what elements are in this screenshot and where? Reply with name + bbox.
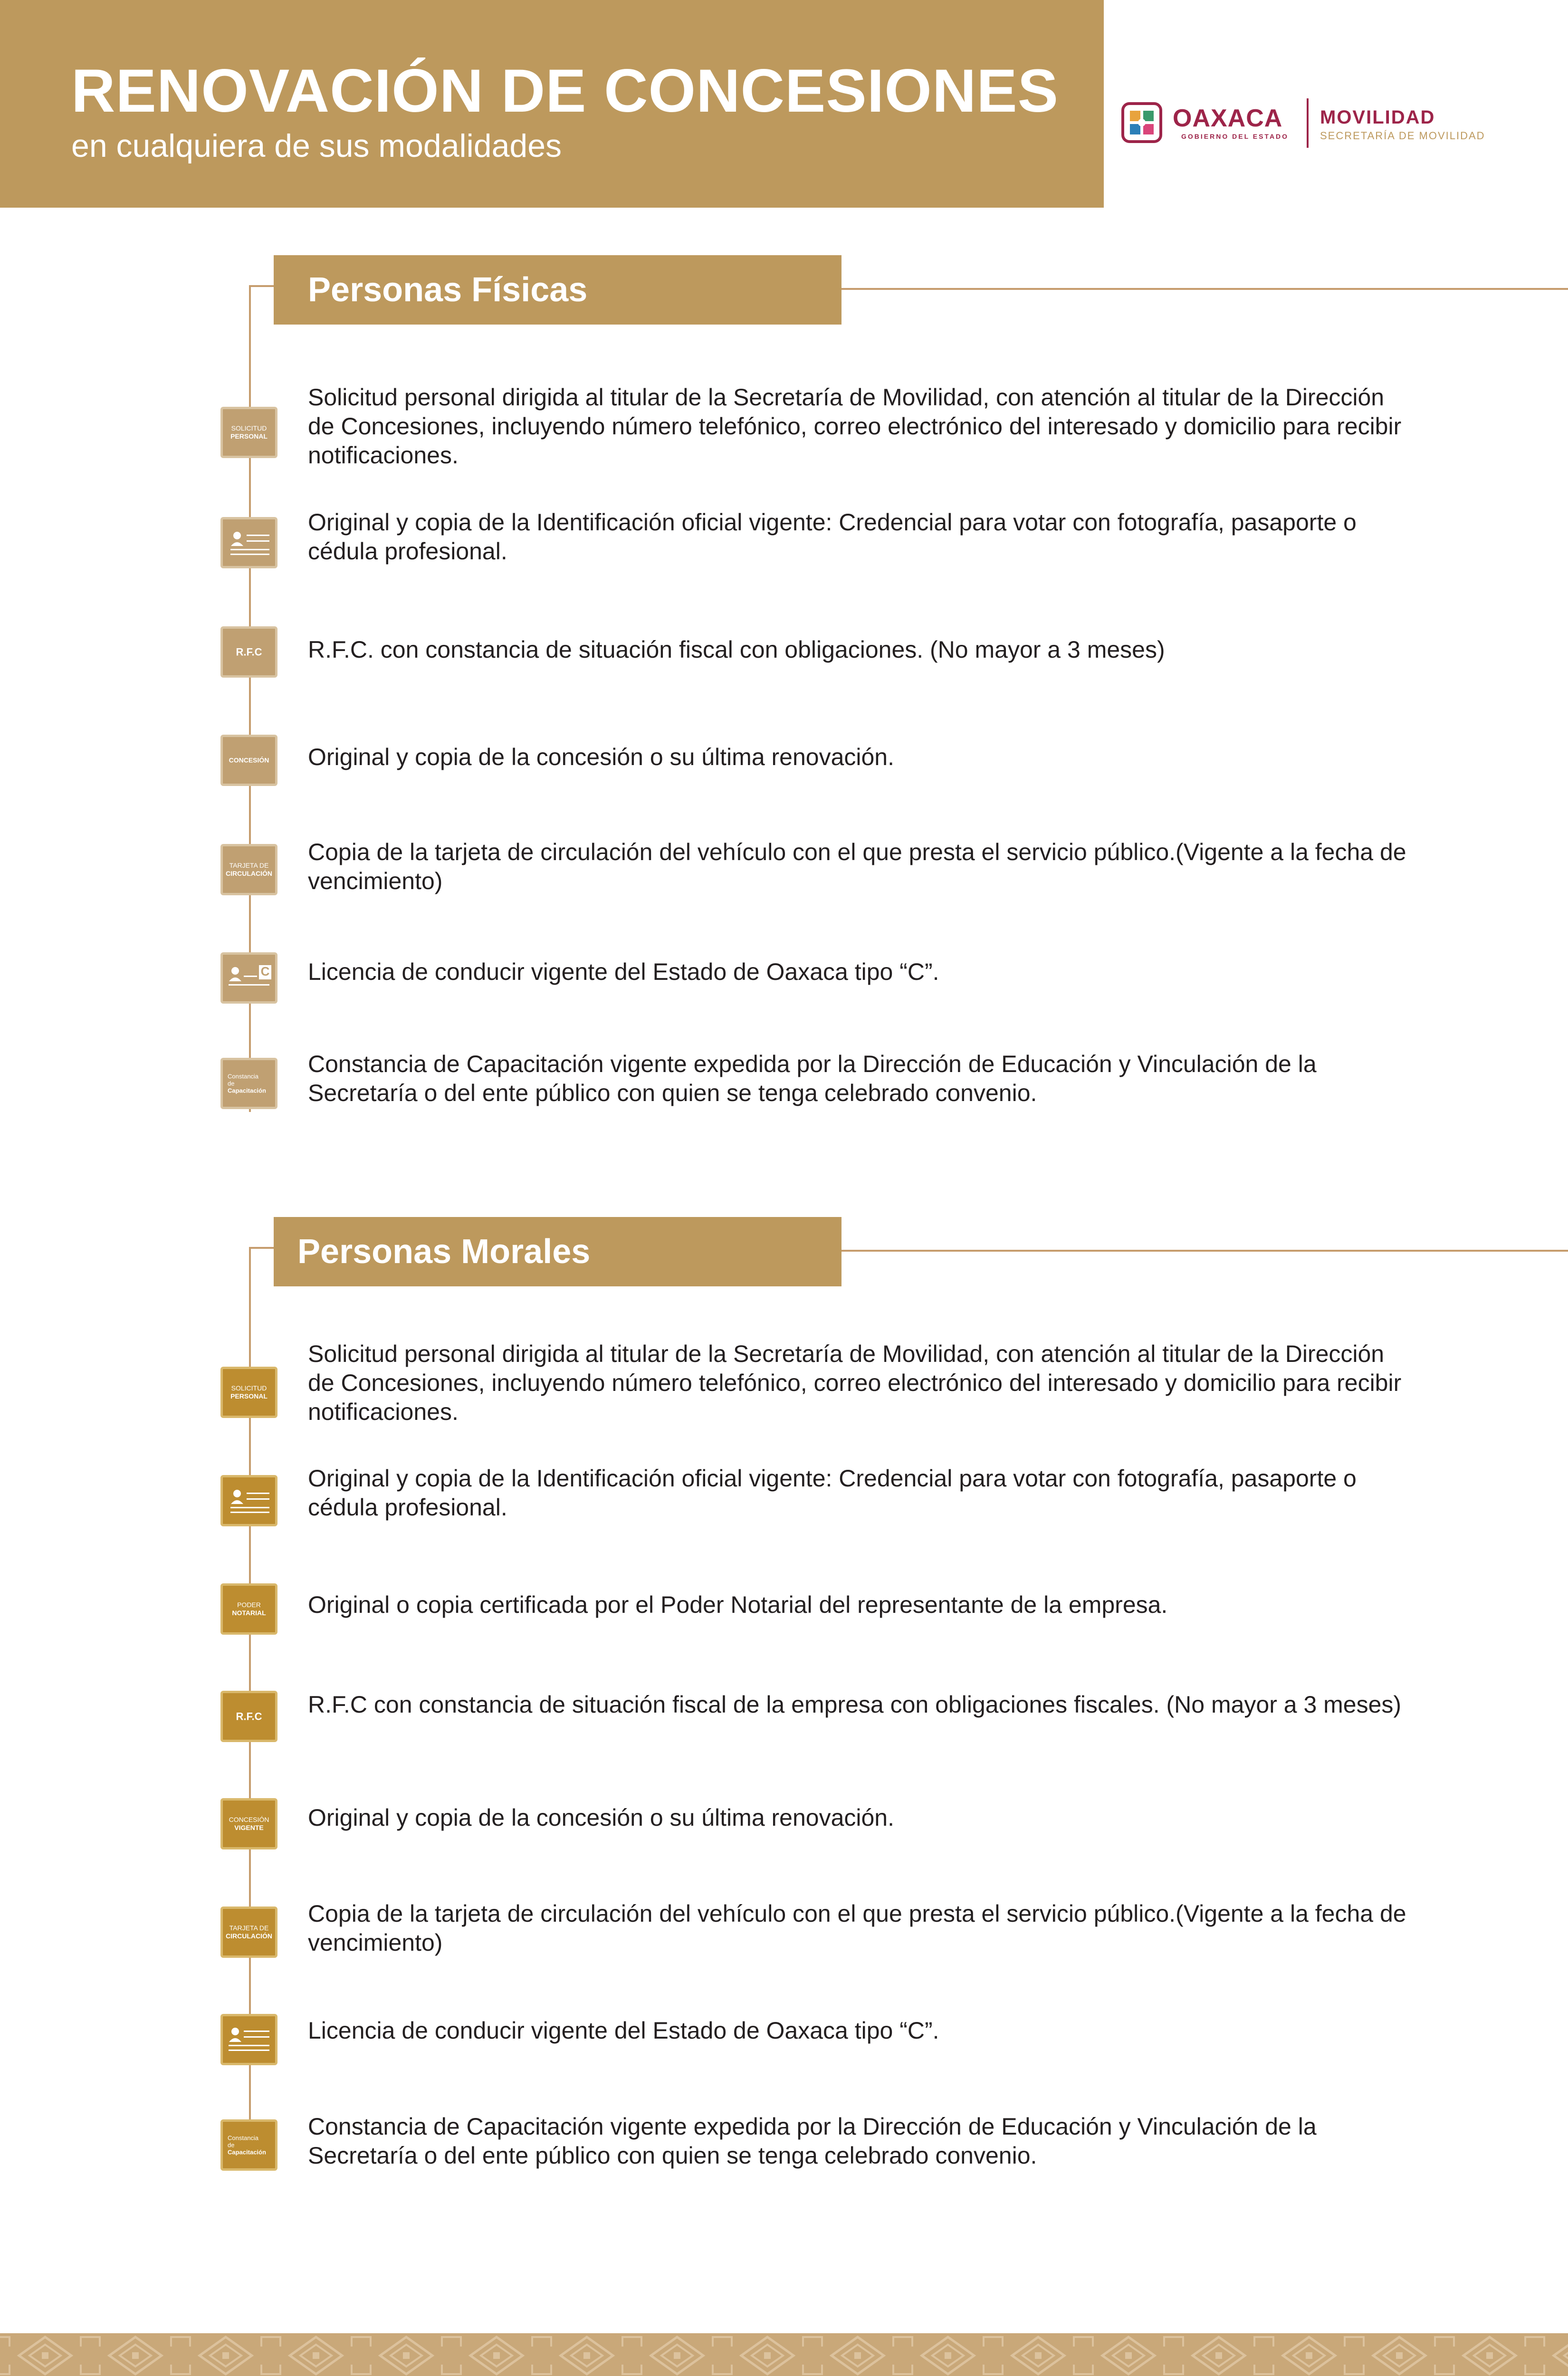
icon-caption: CONCESIÓN	[229, 1816, 269, 1823]
timeline-connector	[249, 285, 274, 287]
icon-caption: de	[228, 2141, 235, 2149]
id-card-icon	[220, 517, 277, 568]
icon-caption: SOLICITUD	[231, 1384, 267, 1392]
circulation-card-icon	[220, 1907, 277, 1958]
document-icon	[220, 407, 277, 458]
circulation-card-icon	[220, 844, 277, 895]
concession-icon	[220, 1798, 277, 1849]
icon-caption: TARJETA DE	[229, 862, 269, 869]
logo-oaxaca-text: OAXACA	[1173, 105, 1283, 132]
id-card-icon	[223, 1477, 275, 1524]
logo-secretaria-text: SECRETARÍA DE MOVILIDAD	[1320, 130, 1485, 142]
footer-pattern	[0, 2333, 1568, 2376]
icon-caption: Capacitación	[228, 2148, 266, 2156]
concession-icon	[220, 735, 277, 786]
icon-caption: PODER	[237, 1601, 261, 1609]
icon-caption: NOTARIAL	[232, 1609, 266, 1617]
document-icon	[220, 1367, 277, 1418]
timeline-connector	[249, 1247, 274, 1249]
requirement-text: Solicitud personal dirigida al titular de la Secretaría de Movilidad, con atención al titular de la Dirección de Concesiones, incluyendo número telefónico, correo electrónico del interesado y domicilio para recibir notificaciones.	[308, 1341, 1402, 1425]
rfc-icon	[220, 626, 277, 678]
icon-caption: CONCESIÓN	[229, 756, 269, 764]
license-icon	[223, 2016, 275, 2063]
requirement-text: Copia de la tarjeta de circulación del vehículo con el que presta el servicio público.(Vigente a la fecha de vencimiento)	[308, 1900, 1406, 1956]
requirement-text: Original y copia de la Identificación oficial vigente: Credencial para votar con fotografía, pasaporte o cédula profesional.	[308, 509, 1357, 565]
requirement-text: Copia de la tarjeta de circulación del vehículo con el que presta el servicio público.(Vigente a la fecha de vencimiento)	[308, 839, 1406, 894]
page-subtitle: en cualquiera de sus modalidades	[71, 128, 562, 164]
logo-gobierno-text: GOBIERNO DEL ESTADO	[1181, 133, 1289, 140]
requirement-text: Solicitud personal dirigida al titular de la Secretaría de Movilidad, con atención al titular de la Dirección de Concesiones, incluyendo número telefónico, correo electrónico del interesado y domicilio para recibir notificaciones.	[308, 384, 1402, 469]
header-banner	[0, 0, 1104, 208]
icon-caption: CIRCULACIÓN	[226, 1932, 272, 1940]
icon-caption: de	[228, 1080, 235, 1087]
icon-caption: TARJETA DE	[229, 1924, 269, 1932]
requirement-text: Original o copia certificada por el Poder Notarial del representante de la empresa.	[308, 1591, 1168, 1618]
page-title: RENOVACIÓN DE CONCESIONES	[71, 57, 1059, 125]
notarial-power-icon	[220, 1583, 277, 1635]
id-card-icon	[223, 519, 275, 566]
logo-movilidad-text: MOVILIDAD	[1320, 107, 1435, 128]
greca-pattern-icon	[0, 2333, 1568, 2376]
license-icon	[220, 952, 277, 1004]
icon-caption: R.F.C	[236, 1710, 262, 1723]
requirement-text: Constancia de Capacitación vigente expedida por la Dirección de Educación y Vinculación de la Secretaría o del ente público con quien se tenga celebrado convenio.	[308, 2113, 1317, 2169]
requirement-text: Original y copia de la Identificación oficial vigente: Credencial para votar con fotografía, pasaporte o cédula profesional.	[308, 1465, 1357, 1521]
icon-caption: CIRCULACIÓN	[226, 870, 272, 877]
id-card-icon	[220, 1475, 277, 1526]
icon-caption: Capacitación	[228, 1087, 266, 1094]
rfc-icon	[220, 1691, 277, 1742]
icon-caption: C	[260, 964, 270, 978]
certificate-icon	[220, 1058, 277, 1109]
license-icon	[220, 2014, 277, 2065]
icon-caption: Constancia	[228, 2134, 259, 2142]
icon-caption: PERSONAL	[230, 432, 268, 440]
requirement-text: Constancia de Capacitación vigente expedida por la Dirección de Educación y Vinculación de la Secretaría o del ente público con quien se tenga celebrado convenio.	[308, 1051, 1317, 1106]
section-header-fisicas	[274, 255, 841, 325]
requirement-text: Original y copia de la concesión o su última renovación.	[308, 744, 895, 770]
oaxaca-movilidad-logo	[1121, 97, 1501, 150]
requirement-text: Original y copia de la concesión o su última renovación.	[308, 1804, 895, 1831]
section-title: Personas Físicas	[308, 271, 588, 309]
oaxaca-emblem-icon	[1121, 102, 1162, 143]
icon-caption: SOLICITUD	[231, 424, 267, 432]
requirement-text: R.F.C con constancia de situación fiscal de la empresa con obligaciones fiscales. (No mayor a 3 meses)	[308, 1691, 1402, 1718]
section-header-morales	[274, 1217, 841, 1286]
section-rule	[841, 288, 1568, 290]
icon-caption: R.F.C	[236, 646, 262, 658]
icon-caption: Constancia	[228, 1073, 259, 1080]
section-rule	[841, 1250, 1568, 1252]
requirement-text: Licencia de conducir vigente del Estado de Oaxaca tipo “C”.	[308, 2017, 939, 2044]
requirement-text: Licencia de conducir vigente del Estado de Oaxaca tipo “C”.	[308, 958, 939, 985]
icon-caption: PERSONAL	[230, 1392, 268, 1400]
certificate-icon	[220, 2119, 277, 2171]
logo-divider	[1307, 98, 1309, 148]
section-title: Personas Morales	[297, 1233, 591, 1271]
icon-caption: VIGENTE	[234, 1824, 264, 1831]
requirement-text: R.F.C. con constancia de situación fiscal con obligaciones. (No mayor a 3 meses)	[308, 636, 1165, 663]
